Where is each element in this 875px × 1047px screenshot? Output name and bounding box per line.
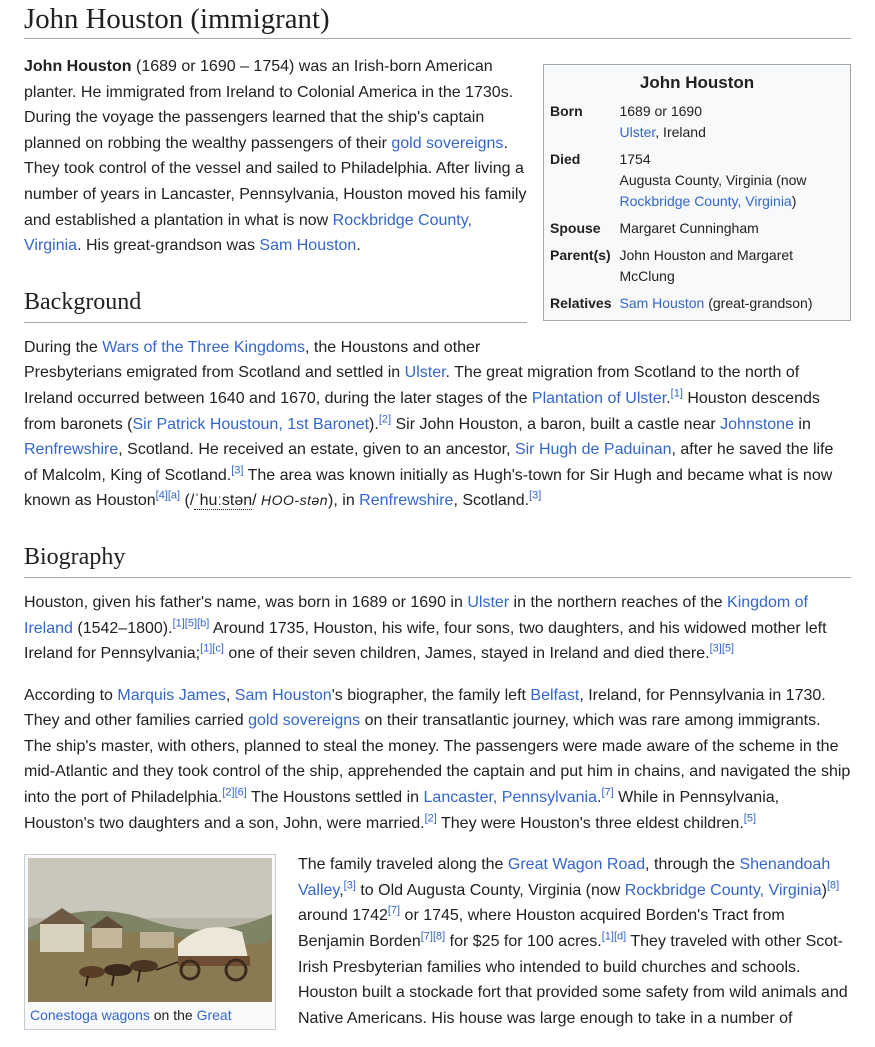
text: According to xyxy=(24,686,118,704)
background-paragraph xyxy=(24,335,851,514)
link-sir-patrick-houstoun[interactable]: Sir Patrick Houstoun, 1st Baronet xyxy=(132,415,370,433)
text: on their transatlantic journey, which was rare among immigrants. The ship's master, with others, planned to steal the money. The passengers were made aware of the scheme in the mid-Atlantic and they took control of the ship, apprehended the captain and put him in chains, and navigated the ship into the port of Philadelphia. xyxy=(24,712,851,807)
text: (/ xyxy=(180,492,195,510)
link-plantation-of-ulster[interactable]: Plantation of Ulster xyxy=(531,389,667,407)
citation[interactable]: [4] xyxy=(155,489,168,502)
citation[interactable]: [7] xyxy=(387,905,401,918)
died-place-link[interactable]: Rockbridge County, Virginia xyxy=(619,193,792,209)
link-johnstone[interactable]: Johnstone xyxy=(720,415,794,433)
infobox-value: John Houston and Margaret McClung xyxy=(619,247,794,284)
link-wars-three-kingdoms[interactable]: Wars of the Three Kingdoms xyxy=(102,338,306,356)
link-renfrewshire-2[interactable]: Renfrewshire xyxy=(359,492,454,510)
text: . His great-grandson was xyxy=(77,237,260,255)
infobox-label: Born xyxy=(550,103,583,119)
infobox xyxy=(543,64,851,321)
text: , xyxy=(339,881,344,899)
text: Houston, given his father's name, was born in 1689 or 1690 in xyxy=(24,593,468,611)
link-gold-sovereigns[interactable]: gold sovereigns xyxy=(248,712,361,730)
infobox-row-relatives xyxy=(550,291,844,318)
link-ulster[interactable]: Ulster xyxy=(467,593,510,611)
text: ). xyxy=(369,415,379,433)
infobox-value xyxy=(619,99,844,147)
respelling[interactable]: HOO-stən xyxy=(261,492,329,509)
link-sam-houston[interactable]: Sam Houston xyxy=(234,686,332,704)
link-ulster[interactable]: Ulster xyxy=(404,364,446,382)
text: . xyxy=(356,237,361,255)
citation[interactable]: [7] xyxy=(420,930,433,943)
conestoga-wagon-painting[interactable] xyxy=(28,858,272,1002)
text: , Scotland. xyxy=(453,492,530,510)
text: or 1745, where Houston acquired Borden's Tract from Benjamin Borden xyxy=(298,907,785,951)
footnote[interactable]: [b] xyxy=(197,617,210,630)
born-place-link[interactable]: Ulster xyxy=(619,124,656,140)
citation[interactable]: [8] xyxy=(826,879,840,892)
link-kingdom-of-ireland[interactable]: Kingdom of Ireland xyxy=(24,593,808,637)
citation[interactable]: [1] xyxy=(670,387,683,400)
biography-paragraph-2 xyxy=(24,683,851,837)
citation[interactable]: [8] xyxy=(432,930,446,943)
link-conestoga-wagons[interactable]: Conestoga wagons xyxy=(30,1007,150,1024)
text: around 1742 xyxy=(298,907,388,925)
link-renfrewshire[interactable]: Renfrewshire xyxy=(24,441,119,459)
link-sir-hugh-de-paduinan[interactable]: Sir Hugh de Paduinan xyxy=(514,441,672,459)
citation[interactable]: [2] xyxy=(424,812,437,825)
text: . xyxy=(596,789,602,807)
text: , after he saved the life of Malcolm, King of Scotland. xyxy=(24,441,834,484)
born-country: , Ireland xyxy=(655,124,706,140)
infobox-label: Relatives xyxy=(550,295,612,311)
citation[interactable]: [7] xyxy=(601,786,614,799)
text: The area was known initially as Hugh's-town for Sir Hugh and became what is now known as Houston xyxy=(24,466,833,510)
text: ), in xyxy=(328,492,360,510)
text: in the northern reaches of the xyxy=(509,593,728,611)
text: During the xyxy=(24,338,103,356)
link-shenandoah-valley[interactable]: Shenandoah Valley xyxy=(298,856,831,899)
infobox-label: Died xyxy=(550,151,581,167)
text: 's biographer, the family left xyxy=(331,686,531,704)
link-belfast[interactable]: Belfast xyxy=(530,686,580,704)
died-date: 1754 xyxy=(619,151,651,167)
citation[interactable]: [3] xyxy=(343,879,356,892)
ipa-pronunciation[interactable]: ˈhuːstən xyxy=(194,492,253,510)
text: , xyxy=(225,686,235,704)
citation[interactable]: [1] xyxy=(200,642,213,655)
text: The family traveled along the xyxy=(298,856,508,874)
citation[interactable]: [3] xyxy=(709,642,722,655)
text: , Scotland. He received an estate, given to an ancestor, xyxy=(118,441,515,459)
text: While in Pennsylvania, Houston's two daughters and a son, John, were married. xyxy=(24,789,780,832)
citation[interactable]: [3] xyxy=(529,489,542,502)
infobox-value xyxy=(619,291,844,318)
text: , Ireland, for Pennsylvania in 1730. They and other families carried xyxy=(24,686,826,730)
text: in xyxy=(793,415,811,433)
text: Around 1735, Houston, his wife, four sons, two daughters, and his widowed mother left Ireland for Pennsylvania; xyxy=(24,619,827,663)
text: one of their seven children, James, stayed in Ireland and died there. xyxy=(223,645,710,663)
biography-paragraph-1 xyxy=(24,590,851,667)
text: Sir John Houston, a baron, built a castle near xyxy=(391,415,721,433)
infobox-value xyxy=(619,147,844,216)
citation[interactable]: [1] xyxy=(601,930,614,943)
text: . The great migration from Scotland to the north of Ireland occurred between 1640 and 1670, during the later stages of the xyxy=(24,364,800,407)
citation[interactable]: [3] xyxy=(231,464,244,477)
link-rockbridge-county[interactable]: Rockbridge County, Virginia xyxy=(624,881,822,899)
text: . They took control of the vessel and sailed to Philadelphia. After living a number of years in Lancaster, Pennsylvania, Houston moved his family and established a plantation in what is now xyxy=(24,134,527,229)
died-place: Augusta County, Virginia (now xyxy=(619,172,807,188)
text: The Houstons settled in xyxy=(246,789,424,807)
relative-note: (great-grandson) xyxy=(704,295,813,311)
image-thumbnail xyxy=(24,854,276,1030)
citation[interactable]: [5] xyxy=(743,812,756,825)
text: , the Houstons and other Presbyterians emigrated from Scotland and settled in xyxy=(24,338,481,382)
link-rockbridge-county[interactable]: Rockbridge County, Virginia xyxy=(24,211,472,255)
text: . xyxy=(666,389,671,407)
infobox-row-spouse xyxy=(550,216,844,243)
link-sam-houston[interactable]: Sam Houston xyxy=(259,237,357,255)
text: They traveled with other Scot-Irish Presbyterian families who intended to build churches and schools. Houston built a stockade fort that provided some safety from wild animals and Native Americans. His house was large enough to take in a number of xyxy=(298,933,848,1027)
link-marquis-james[interactable]: Marquis James xyxy=(117,686,226,704)
infobox-row-died xyxy=(550,147,844,216)
infobox-label: Parent(s) xyxy=(550,247,611,263)
text: (1689 or 1690 – 1754) was an Irish-born American planter. He immigrated from Ireland to Colonial America in the 1730s. During the voyage the passengers learned that the ship's captain planned on robbing the wealthy passengers of their xyxy=(24,58,514,152)
footnote[interactable]: [a] xyxy=(167,489,181,502)
died-close: ) xyxy=(791,193,797,209)
infobox-row-parents xyxy=(550,243,844,291)
footnote[interactable]: [c] xyxy=(212,642,224,655)
citation[interactable]: [2] xyxy=(378,413,392,426)
section-heading-biography: Biography xyxy=(24,542,851,578)
born-date: 1689 or 1690 xyxy=(619,103,703,119)
link-gold-sovereigns[interactable]: gold sovereigns xyxy=(391,134,504,152)
subject-name: John Houston xyxy=(24,58,132,75)
link-great-wagon-road[interactable]: Great xyxy=(196,1007,232,1024)
text: / xyxy=(252,492,262,510)
infobox-value: Margaret Cunningham xyxy=(619,220,759,236)
article-content xyxy=(24,54,851,1047)
section-heading-background: Background xyxy=(24,287,527,323)
infobox-title: John Houston xyxy=(639,73,755,92)
citation[interactable]: [6] xyxy=(234,786,247,799)
infobox-row-born xyxy=(550,99,844,147)
footnote[interactable]: [d] xyxy=(613,930,627,943)
text: They were Houston's three eldest children. xyxy=(436,814,744,832)
text: (1542–1800). xyxy=(72,619,173,637)
text: on the xyxy=(149,1007,197,1024)
link-great-wagon-road[interactable]: Great Wagon Road xyxy=(507,856,646,874)
relative-link[interactable]: Sam Houston xyxy=(619,295,705,311)
text: , through the xyxy=(645,856,740,874)
infobox-table xyxy=(550,99,844,318)
page-title: John Houston (immigrant) xyxy=(24,0,851,39)
text: Houston descends from baronets ( xyxy=(24,389,820,433)
text: to Old Augusta County, Virginia (now xyxy=(355,881,625,899)
image-caption xyxy=(28,1002,272,1026)
citation[interactable]: [2] xyxy=(222,786,235,799)
link-lancaster-pennsylvania[interactable]: Lancaster, Pennsylvania xyxy=(423,789,597,807)
citation[interactable]: [5] xyxy=(184,617,198,630)
text: for $25 for 100 acres. xyxy=(445,933,602,951)
text: ) xyxy=(821,881,827,899)
citation[interactable]: [5] xyxy=(721,642,735,655)
infobox-label: Spouse xyxy=(550,220,601,236)
citation[interactable]: [1] xyxy=(172,617,185,630)
